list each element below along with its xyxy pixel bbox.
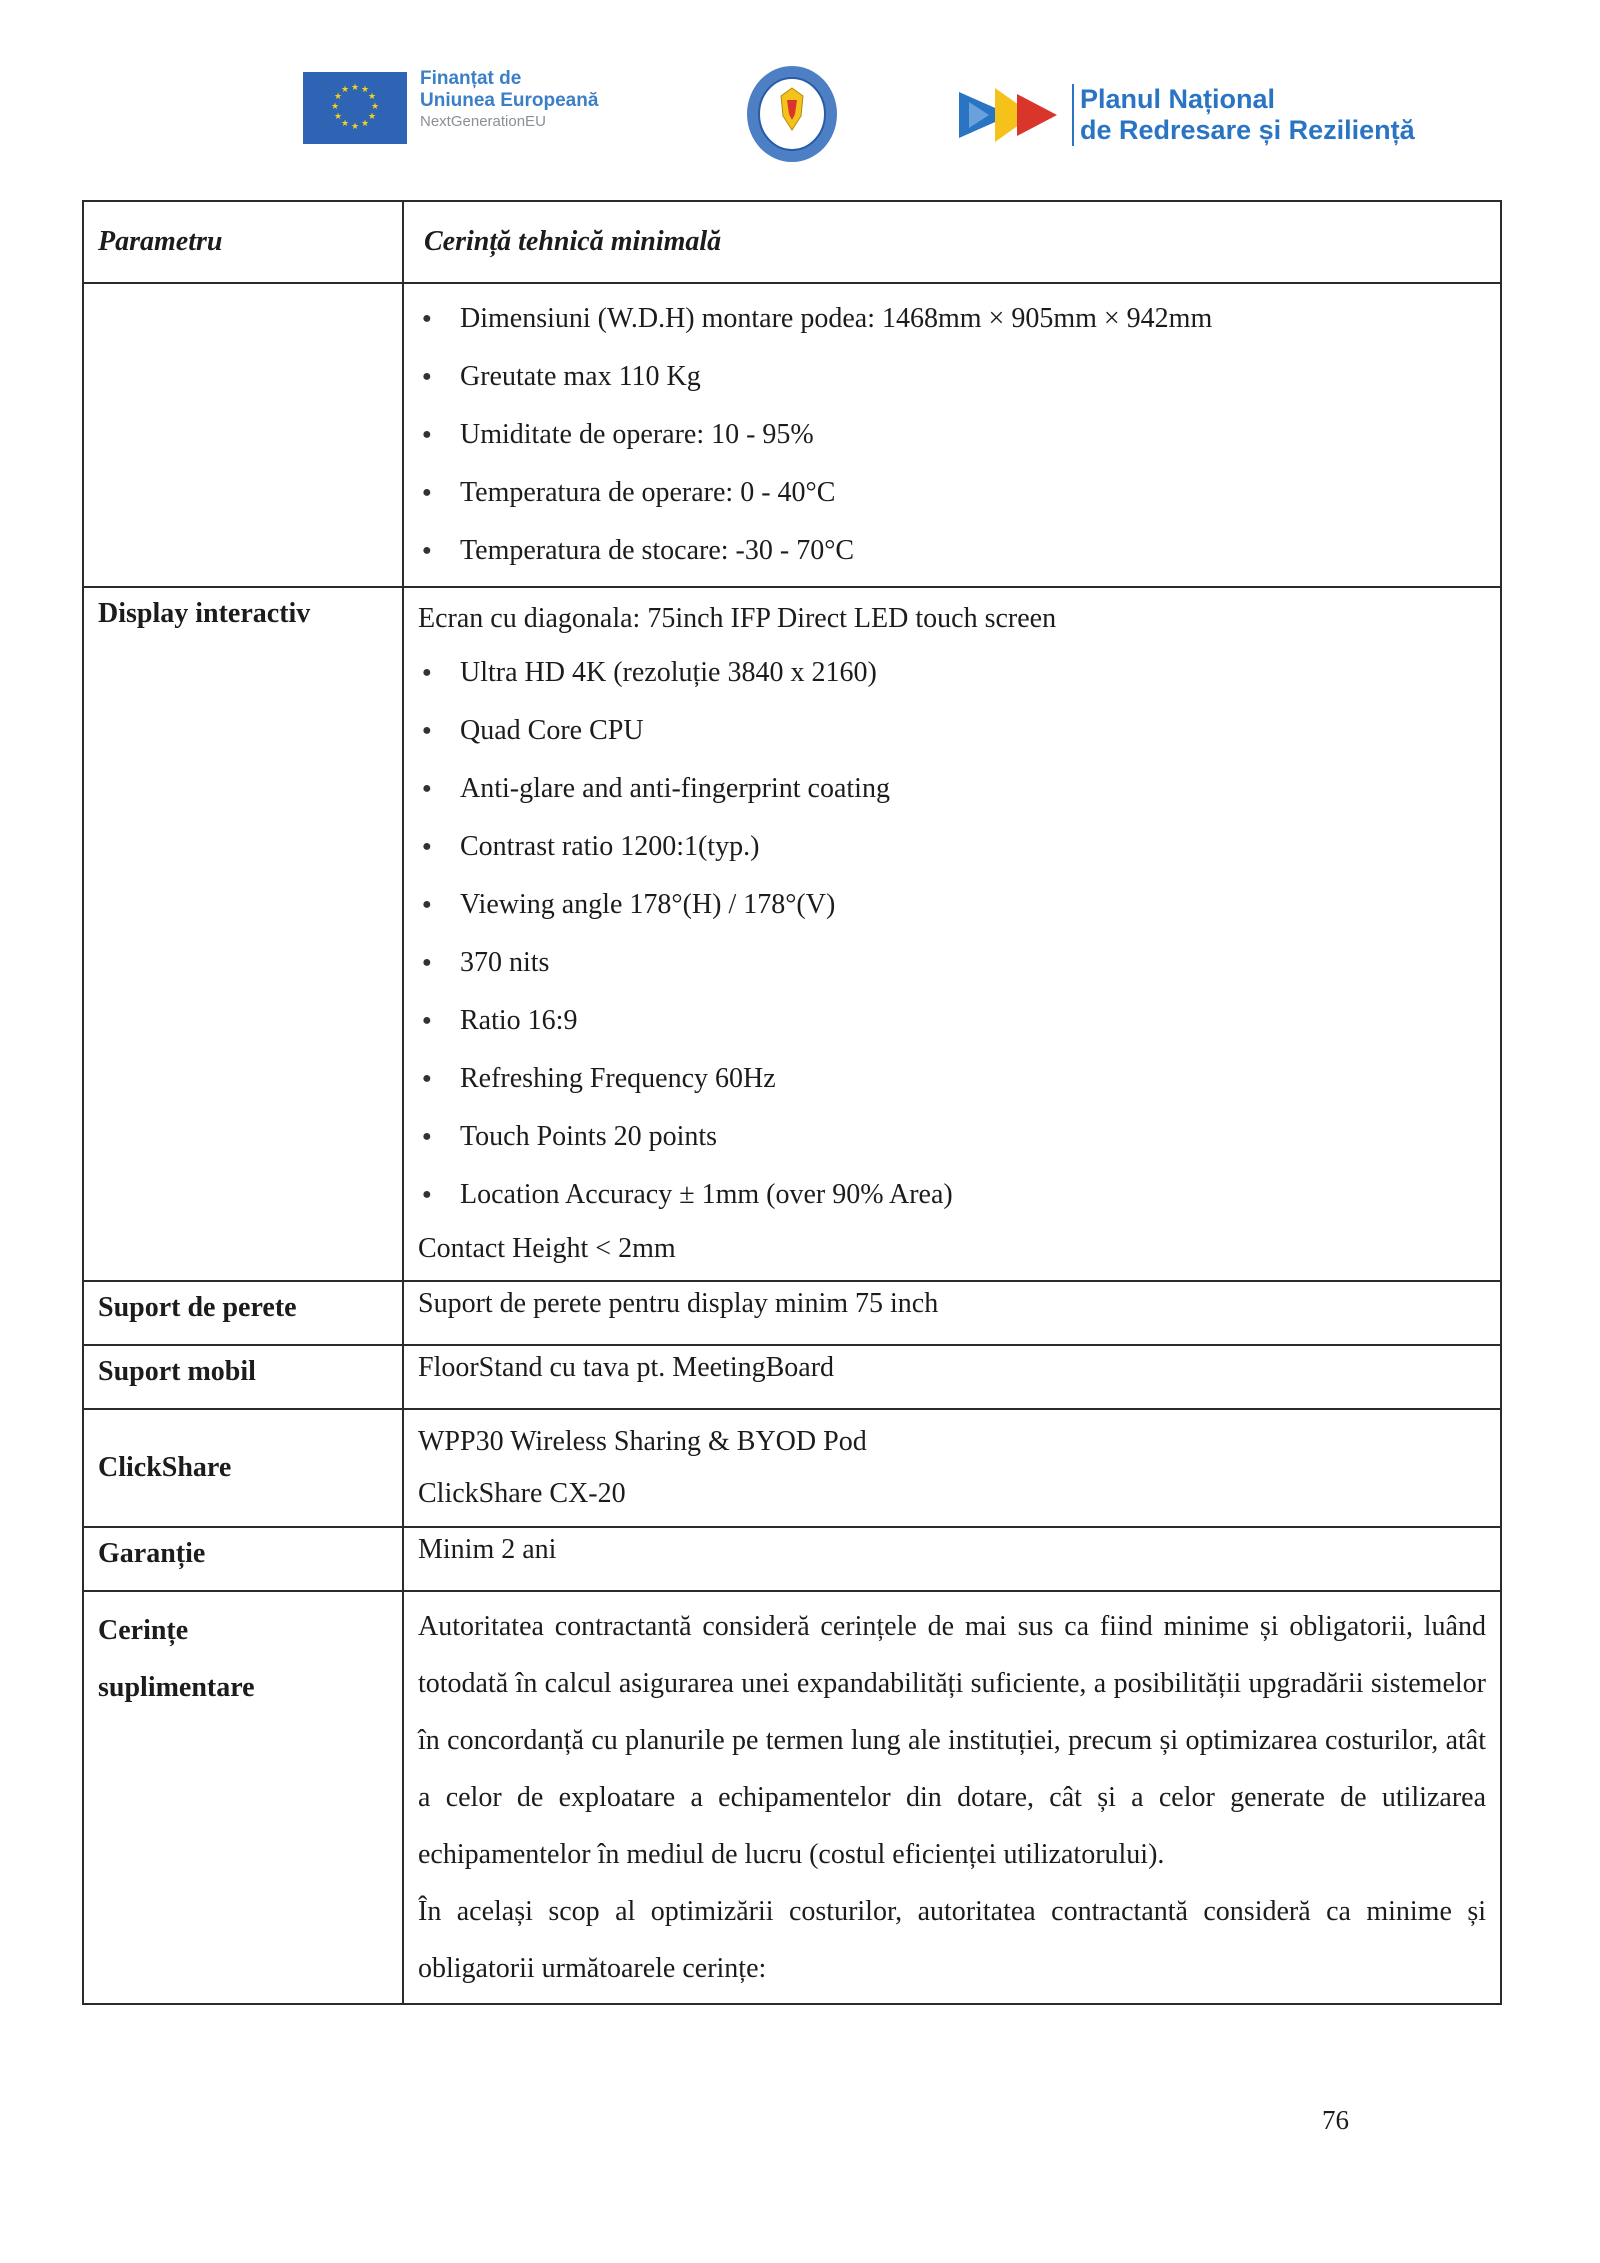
- list-item: ● Ratio 16:9: [418, 992, 1486, 1050]
- svg-text:★: ★: [340, 119, 350, 129]
- pnrr-line2: de Redresare și Reziliență: [1080, 115, 1415, 145]
- additional-cell: [403, 1591, 1501, 2004]
- pnrr-logo-icon: [955, 80, 1065, 150]
- svg-text:★: ★: [350, 122, 360, 132]
- list-item: ● Refreshing Frequency 60Hz: [418, 1050, 1486, 1108]
- table-row-mobile-stand: [83, 1345, 1501, 1409]
- svg-text:★: ★: [360, 85, 370, 95]
- warranty-value: Minim 2 ani: [403, 1527, 1501, 1591]
- table-row-warranty: [83, 1527, 1501, 1591]
- svg-text:★: ★: [360, 119, 370, 129]
- list-item: ● Touch Points 20 points: [418, 1108, 1486, 1166]
- svg-text:★: ★: [340, 85, 350, 95]
- additional-label-line2: suplimentare: [98, 1672, 255, 1703]
- svg-text:★: ★: [367, 112, 377, 122]
- list-item: ● Temperatura de operare: 0 - 40°C: [418, 464, 1486, 522]
- param-wall-mount: Suport de perete: [83, 1281, 403, 1345]
- clickshare-line1: WPP30 Wireless Sharing & BYOD Pod: [418, 1426, 867, 1457]
- eu-logo-line3: NextGenerationEU: [420, 113, 546, 130]
- eu-logo-line2: Uniunea Europeană: [420, 90, 599, 111]
- eu-flag-icon: [303, 72, 407, 144]
- param-clickshare: ClickShare: [83, 1409, 403, 1527]
- pnrr-title: [1072, 84, 1415, 146]
- table-row-clickshare: [83, 1409, 1501, 1527]
- svg-text:★: ★: [330, 102, 340, 112]
- technical-spec-table: [82, 200, 1502, 2005]
- clickshare-cell: [403, 1409, 1501, 1527]
- clickshare-line2: ClickShare CX-20: [418, 1478, 626, 1509]
- page-header: [0, 60, 1600, 170]
- list-item: ● Ultra HD 4K (rezoluție 3840 x 2160): [418, 644, 1486, 702]
- param-warranty: Garanție: [83, 1527, 403, 1591]
- display-spec-list: [418, 644, 1486, 1224]
- list-item: ● Location Accuracy ± 1mm (over 90% Area): [418, 1166, 1486, 1224]
- param-mobile-stand: Suport mobil: [83, 1345, 403, 1409]
- list-item: ● Quad Core CPU: [418, 702, 1486, 760]
- table-row-display: [83, 587, 1501, 1281]
- list-item: ● Viewing angle 178°(H) / 178°(V): [418, 876, 1486, 934]
- table-row-wall-mount: [83, 1281, 1501, 1345]
- list-item: ● Dimensiuni (W.D.H) montare podea: 1468mm × 905mm × 942mm: [418, 290, 1486, 348]
- pnrr-line1: Planul Național: [1080, 84, 1276, 114]
- display-outro: Contact Height < 2mm: [418, 1233, 676, 1264]
- carry-over-cell: [403, 283, 1501, 587]
- svg-text:★: ★: [367, 92, 377, 102]
- mobile-stand-value: FloorStand cu tava pt. MeetingBoard: [403, 1345, 1501, 1409]
- list-item: ● Greutate max 110 Kg: [418, 348, 1486, 406]
- table-header-row: [83, 201, 1501, 283]
- additional-paragraph-1: Autoritatea contractantă consideră cerințele de mai sus ca fiind minime și obligatorii, luând totodată în calcul asigurarea unei expandabilități suficiente, a posibilității upgradării sistemelor în concordanță cu planurile pe termen lung ale instituției, precum și optimizarea costurilor, atât a celor de exploatare a echipamentelor din dotare, cât și a celor generate de utilizarea echipamentelor în mediul de lucru (costul eficienței utilizatorului).: [418, 1611, 1486, 1870]
- carry-over-list: [418, 290, 1486, 580]
- display-cell: [403, 587, 1501, 1281]
- additional-paragraph-2: În același scop al optimizării costurilor, autoritatea contractantă consideră ca minime și obligatorii următoarele cerințe:: [418, 1896, 1486, 1984]
- eu-logo-line1: Finanțat de: [420, 68, 522, 89]
- table-row-additional: [83, 1591, 1501, 2004]
- svg-text:★: ★: [350, 83, 360, 93]
- government-seal-icon: [745, 64, 839, 164]
- display-intro: Ecran cu diagonala: 75inch IFP Direct LED touch screen: [418, 603, 1057, 634]
- list-item: ● Temperatura de stocare: -30 - 70°C: [418, 522, 1486, 580]
- header-param: Parametru: [83, 201, 403, 283]
- additional-label-line1: Cerințe: [98, 1615, 189, 1646]
- list-item: ● Contrast ratio 1200:1(typ.): [418, 818, 1486, 876]
- svg-text:★: ★: [370, 102, 380, 112]
- list-item: ● Anti-glare and anti-fingerprint coating: [418, 760, 1486, 818]
- svg-text:★: ★: [333, 92, 343, 102]
- page-number: 76: [1322, 2105, 1349, 2135]
- wall-mount-value: Suport de perete pentru display minim 75 inch: [403, 1281, 1501, 1345]
- header-requirement: Cerință tehnică minimală: [403, 201, 1501, 283]
- list-item: ● Umiditate de operare: 10 - 95%: [418, 406, 1486, 464]
- eu-funding-text: [420, 68, 598, 132]
- svg-text:★: ★: [333, 112, 343, 122]
- list-item: ● 370 nits: [418, 934, 1486, 992]
- param-empty: [83, 283, 403, 587]
- param-display: Display interactiv: [83, 587, 403, 1281]
- param-additional: [83, 1591, 403, 2004]
- table-row-carry-over: [83, 283, 1501, 587]
